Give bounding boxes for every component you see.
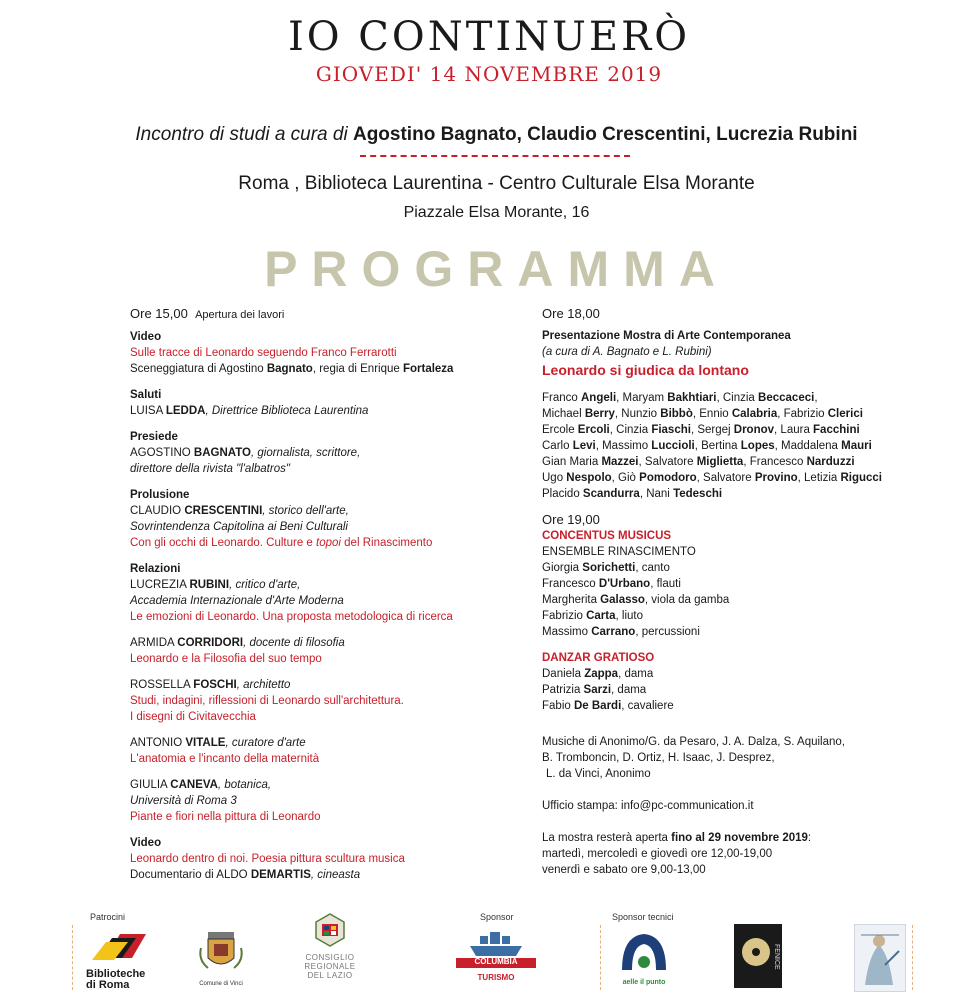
consiglio-line-3: DEL LAZIO	[307, 971, 353, 980]
columbia-turismo-logo	[456, 930, 536, 982]
video-2-title: Leonardo dentro di noi. Poesia pittura scultura musica	[130, 853, 405, 865]
musician-line: Francesco D'Urbano, flauti	[542, 578, 681, 590]
footer-divider	[912, 925, 913, 990]
section-video-1: Video	[130, 331, 162, 343]
comune-di-vinci-logo	[196, 930, 246, 987]
presiede-speaker: AGOSTINO BAGNATO, giornalista, scrittore,	[130, 447, 361, 459]
relazione-5-speaker: GIULIA CANEVA, botanica,	[130, 779, 272, 791]
danzar-heading: DANZAR GRATIOSO	[542, 652, 655, 664]
relazione-3-title-2: I disegni di Civitavecchia	[130, 711, 256, 723]
event-title: IO CONTINUERÒ	[287, 14, 690, 60]
section-saluti: Saluti	[130, 389, 162, 401]
event-address: Piazzale Elsa Morante, 16	[403, 204, 590, 221]
comune-caption: Comune di Vinci	[199, 981, 243, 987]
artist-list	[542, 390, 922, 502]
mostra-title: Leonardo si giudica da lontano	[542, 362, 749, 378]
sponsor-label: Sponsor	[480, 912, 514, 922]
ensemble-name: ENSEMBLE RINASCIMENTO	[542, 546, 696, 558]
concentus-heading: CONCENTUS MUSICUS	[542, 530, 672, 542]
musiche-line-3: L. da Vinci, Anonimo	[546, 768, 651, 780]
relazione-5-role: Università di Roma 3	[130, 795, 237, 807]
biblioteche-line-1: Biblioteche	[86, 968, 146, 980]
fenice-caption: FENICE	[773, 944, 780, 970]
musiche-line-1: Musiche di Anonimo/G. da Pesaro, J. A. Dalza, S. Aquilano,	[542, 736, 845, 748]
time-slot-1800: Ore 18,00	[542, 306, 600, 321]
saluti-speaker: LUISA LEDDA, Direttrice Biblioteca Laurentina	[130, 405, 369, 417]
relazione-4-speaker: ANTONIO VITALE, curatore d'arte	[130, 737, 306, 749]
prolusione-role: Sovrintendenza Capitolina ai Beni Culturali	[130, 521, 348, 533]
opening-hours-1: martedì, mercoledì e giovedì ore 12,00-19,00	[542, 848, 773, 860]
aelle-il-punto-logo	[614, 930, 674, 986]
relazione-1-role: Accademia Internazionale d'Arte Moderna	[130, 595, 344, 607]
art-poster-thumbnail	[854, 924, 906, 992]
consiglio-regionale-logo	[298, 912, 362, 980]
subtitle-organizers: Agostino Bagnato, Claudio Crescentini, Lucrezia Rubini	[352, 124, 858, 145]
biblioteche-line-2: di Roma	[86, 979, 130, 991]
musician-line: Margherita Galasso, viola da gamba	[542, 594, 730, 606]
artist-line: Placido Scandurra, Nani Tedeschi	[542, 488, 723, 500]
subtitle-prefix: Incontro di studi a cura di	[135, 124, 348, 145]
footer-divider	[72, 925, 73, 990]
prolusione-title: Con gli occhi di Leonardo. Culture e topoi del Rinascimento	[130, 537, 433, 549]
lazio-emblem-icon	[298, 912, 362, 948]
dancer-line: Patrizia Sarzi, dama	[542, 684, 647, 696]
consiglio-line-2: REGIONALE	[304, 962, 356, 971]
video-1-credit: Sceneggiatura di Agostino Bagnato, regia di Enrique Fortaleza	[130, 363, 454, 375]
time-slot-1500: Ore 15,00 Apertura dei lavori	[130, 306, 285, 321]
artist-line: Ercole Ercoli, Cinzia Fiaschi, Sergej Dronov, Laura Facchini	[542, 424, 860, 436]
relazione-2-title: Leonardo e la Filosofia del suo tempo	[130, 653, 322, 665]
programma-heading: PROGRAMMA	[264, 241, 729, 297]
consiglio-line-1: CONSIGLIO	[305, 953, 355, 962]
video-1-title: Sulle tracce di Leonardo seguendo Franco Ferrarotti	[130, 347, 397, 359]
relazione-3-title: Studi, indagini, riflessioni di Leonardo sull'architettura.	[130, 695, 404, 707]
biblioteche-di-roma-logo	[86, 928, 166, 991]
mostra-open-until: La mostra resterà aperta fino al 29 novembre 2019:	[542, 832, 812, 844]
fenice-logo	[734, 924, 782, 988]
mostra-heading: Presentazione Mostra di Arte Contemporanea	[542, 330, 791, 342]
aelle-caption: aelle il punto	[622, 979, 666, 986]
painting-icon	[855, 925, 905, 991]
mostra-curators: (a cura di A. Bagnato e L. Rubini)	[542, 346, 712, 358]
video-2-credit: Documentario di ALDO DEMARTIS, cineasta	[130, 869, 361, 881]
relazione-1-title: Le emozioni di Leonardo. Una proposta metodologica di ricerca	[130, 611, 453, 623]
press-office: Ufficio stampa: info@pc-communication.it	[542, 800, 754, 812]
artist-line: Carlo Levi, Massimo Luccioli, Bertina Lopes, Maddalena Mauri	[542, 440, 872, 452]
dancer-list	[542, 666, 922, 714]
relazione-4-title: L'anatomia e l'incanto della maternità	[130, 753, 320, 765]
section-video-2: Video	[130, 837, 162, 849]
time-slot-1900: Ore 19,00	[542, 512, 600, 527]
musiche-line-2: B. Tromboncin, D. Ortiz, H. Isaac, J. Desprez,	[542, 752, 775, 764]
musician-line: Massimo Carrano, percussioni	[542, 626, 700, 638]
section-prolusione: Prolusione	[130, 489, 190, 501]
event-place: Roma , Biblioteca Laurentina - Centro Culturale Elsa Morante	[238, 173, 755, 194]
program-right-column	[542, 306, 922, 878]
aelle-arc-icon	[614, 930, 674, 974]
section-relazioni: Relazioni	[130, 563, 181, 575]
relazione-5-title: Piante e fiori nella pittura di Leonardo	[130, 811, 321, 823]
musician-line: Fabrizio Carta, liuto	[542, 610, 644, 622]
relazione-1-speaker: LUCREZIA RUBINI, critico d'arte,	[130, 579, 301, 591]
columbia-line-2: TURISMO	[477, 973, 515, 982]
musician-line: Giorgia Sorichetti, canto	[542, 562, 670, 574]
columbia-line-1: COLUMBIA	[474, 957, 518, 966]
event-date: GIOVEDI' 14 NOVEMBRE 2019	[315, 62, 663, 86]
dancer-line: Daniela Zappa, dama	[542, 668, 654, 680]
artist-line: Ugo Nespolo, Giò Pomodoro, Salvatore Provino, Letizia Rigucci	[542, 472, 883, 484]
relazione-3-speaker: ROSSELLA FOSCHI, architetto	[130, 679, 291, 691]
artist-line: Franco Angeli, Maryam Bakhtiari, Cinzia Beccaceci,	[542, 392, 818, 404]
book-icon	[86, 928, 166, 964]
program-left-column	[130, 306, 490, 883]
opening-hours-2: venerdì e sabato ore 9,00-13,00	[542, 864, 706, 876]
patrocini-label: Patrocini	[90, 912, 126, 922]
prolusione-speaker: CLAUDIO CRESCENTINI, storico dell'arte,	[130, 505, 349, 517]
red-dashed-divider	[360, 155, 630, 157]
musician-list	[542, 560, 922, 640]
artist-line: Michael Berry, Nunzio Bibbò, Ennio Calabria, Fabrizio Clerici	[542, 408, 863, 420]
sponsor-tecnici-label: Sponsor tecnici	[612, 912, 674, 922]
relazione-2-speaker: ARMIDA CORRIDORI, docente di filosofia	[130, 637, 345, 649]
crest-icon	[196, 930, 246, 976]
section-presiede: Presiede	[130, 431, 178, 443]
presiede-role: direttore della rivista "l'albatros"	[130, 463, 290, 475]
artist-line: Gian Maria Mazzei, Salvatore Miglietta, Francesco Narduzzi	[542, 456, 855, 468]
footer-divider	[600, 925, 601, 990]
event-subtitle	[0, 124, 978, 146]
dancer-line: Fabio De Bardi, cavaliere	[542, 700, 674, 712]
